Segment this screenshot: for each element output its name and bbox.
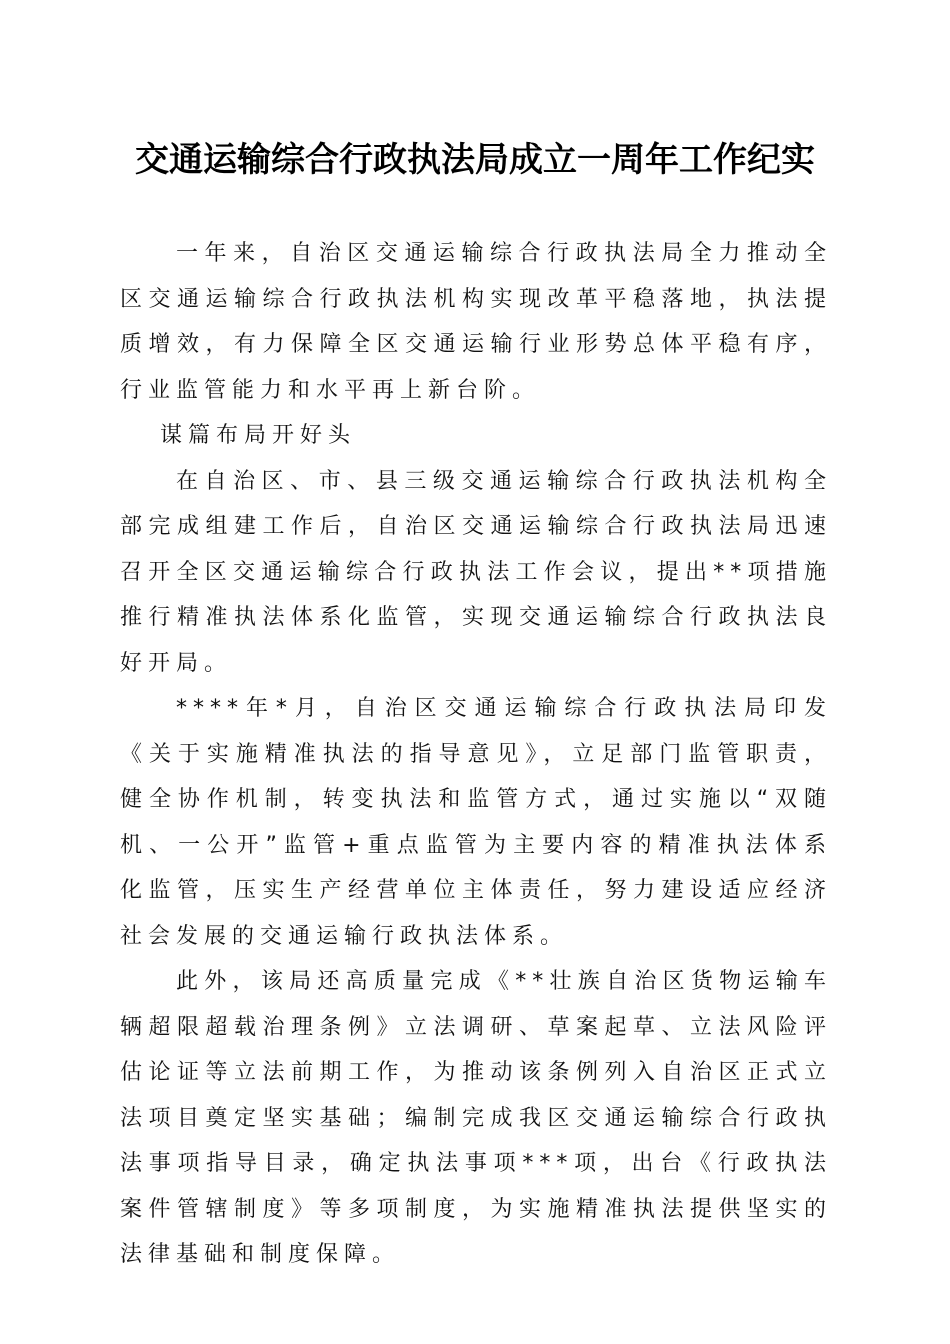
document-title: 交通运输综合行政执法局成立一周年工作纪实 [135,140,815,180]
paragraph-intro: 一年来，自治区交通运输综合行政执法局全力推动全区交通运输综合行政执法机构实现改革平稳落地，执法提质增效，有力保障全区交通运输行业形势总体平稳有序，行业监管能力和水平再上新台阶。 [120,241,832,403]
document-body [120,231,832,1278]
paragraph-organization: 在自治区、市、县三级交通运输综合行政执法机构全部完成组建工作后，自治区交通运输综合行政执法局迅速召开全区交通运输综合行政执法工作会议，提出**项措施推行精准执法体系化监管，实现交通运输综合行政执法良好开局。 [120,468,832,676]
paragraph-guidance: ****年*月，自治区交通运输综合行政执法局印发《关于实施精准执法的指导意见》，立足部门监管职责，健全协作机制，转变执法和监管方式，通过实施以“双随机、一公开”监管+重点监管为主要内容的精准执法体系化监管，压实生产经营单位主体责任，努力建设适应经济社会发展的交通运输行政执法体系。 [120,696,832,949]
section-heading: 谋篇布局开好头 [160,423,357,448]
paragraph-legislation: 此外，该局还高质量完成《**壮族自治区货物运输车辆超限超载治理条例》立法调研、草案起草、立法风险评估论证等立法前期工作，为推动该条例列入自治区正式立法项目奠定坚实基础；编制完成我区交通运输综合行政执法事项指导目录，确定执法事项***项，出台《行政执法案件管辖制度》等多项制度，为实施精准执法提供坚实的法律基础和制度保障。 [120,969,832,1267]
